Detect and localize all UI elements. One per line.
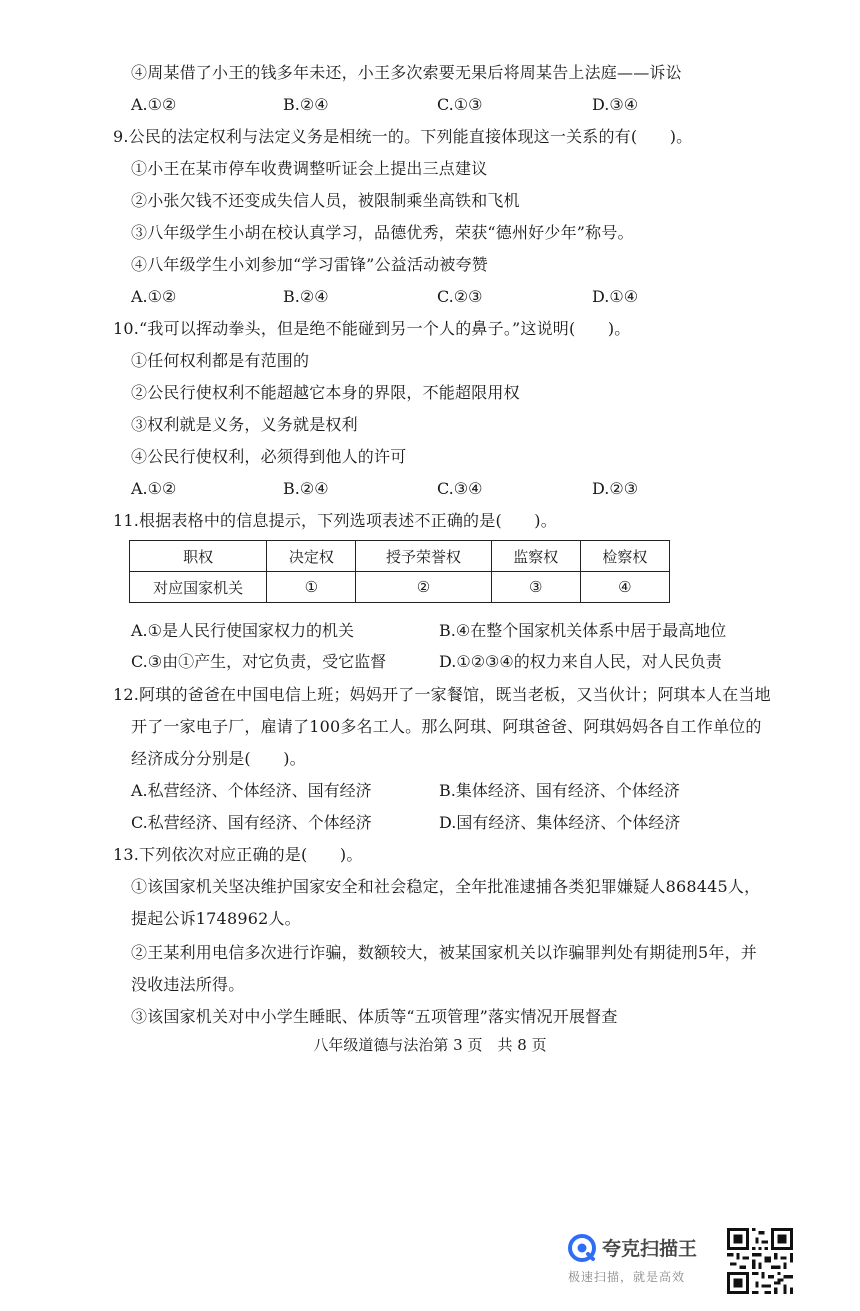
q11-option-c: C.③由①产生，对它负责，受它监督: [131, 652, 387, 671]
q10-statement-3: ③权利就是义务，义务就是权利: [131, 415, 358, 434]
q13-statement-1-cont: 提起公诉1748962人。: [131, 909, 301, 928]
q12-options-row2: [131, 812, 791, 834]
q9-statement-2: ②小张欠钱不还变成失信人员，被限制乘坐高铁和飞机: [131, 191, 520, 210]
q9-stem: 9.公民的法定权利与法定义务是相统一的。下列能直接体现这一关系的有( )。: [113, 127, 693, 146]
scanner-watermark: [568, 1232, 718, 1292]
q9-statement-1: ①小王在某市停车收费调整听证会上提出三点建议: [131, 159, 488, 178]
q12-option-c: C.私营经济、国有经济、个体经济: [131, 813, 372, 832]
table-header-cell: 决定权: [267, 541, 356, 572]
q11-option-b: B.④在整个国家机关体系中居于最高地位: [439, 621, 727, 640]
qr-code-icon: [727, 1228, 793, 1294]
q10-statement-1: ①任何权利都是有范围的: [131, 351, 310, 370]
powers-table: [129, 540, 670, 603]
q11-option-d: D.①②③④的权力来自人民，对人民负责: [439, 652, 722, 671]
q13-stem: 13.下列依次对应正确的是( )。: [113, 845, 363, 864]
q9-statement-3: ③八年级学生小胡在校认真学习，品德优秀，荣获“德州好少年”称号。: [131, 223, 634, 242]
q10-option-c: C.③④: [437, 479, 483, 498]
table-header-row: [130, 541, 670, 572]
q11-options-row2: [131, 651, 791, 673]
brand-slogan: 极速扫描，就是高效: [568, 1270, 686, 1284]
table-cell: ①: [267, 572, 356, 603]
q12-option-a: A.私营经济、个体经济、国有经济: [131, 781, 372, 800]
q13-statement-2: ②王某利用电信多次进行诈骗，数额较大，被某国家机关以诈骗罪判处有期徒刑5年，并: [131, 943, 757, 962]
q12-stem: 12.阿琪的爸爸在中国电信上班；妈妈开了一家餐馆，既当老板，又当伙计；阿琪本人在当地: [113, 685, 771, 704]
table-row: [130, 572, 670, 603]
page-footer: 八年级道德与法治第 3 页 共 8 页: [313, 1036, 547, 1054]
q13-statement-2-cont: 没收违法所得。: [131, 975, 245, 994]
table-cell: ②: [356, 572, 491, 603]
q8-options: [131, 94, 791, 116]
q10-statement-4: ④公民行使权利，必须得到他人的许可: [131, 447, 407, 466]
q8-option-c: C.①③: [437, 95, 483, 114]
q9-option-d: D.①④: [592, 287, 639, 306]
q11-stem: 11.根据表格中的信息提示，下列选项表述不正确的是( )。: [113, 511, 557, 530]
q8-option-b: B.②④: [283, 95, 329, 114]
q12-stem-line2: 开了一家电子厂，雇请了100多名工人。那么阿琪、阿琪爸爸、阿琪妈妈各自工作单位的: [131, 717, 762, 736]
brand-name: 夸克扫描王: [602, 1238, 698, 1260]
q8-option-a: A.①②: [131, 95, 177, 114]
q9-statement-4: ④八年级学生小刘参加“学习雷锋”公益活动被夸赞: [131, 255, 488, 274]
q12-option-d: D.国有经济、集体经济、个体经济: [439, 813, 681, 832]
q10-stem: 10.“我可以挥动拳头，但是绝不能碰到另一个人的鼻子。”这说明( )。: [113, 319, 631, 338]
table-header-cell: 检察权: [580, 541, 669, 572]
table-cell: ④: [580, 572, 669, 603]
q11-option-a: A.①是人民行使国家权力的机关: [131, 621, 354, 640]
q10-option-d: D.②③: [592, 479, 639, 498]
q12-stem-line3: 经济成分分别是( )。: [131, 749, 306, 768]
table-cell: ③: [491, 572, 580, 603]
q9-option-a: A.①②: [131, 287, 177, 306]
q12-option-b: B.集体经济、国有经济、个体经济: [439, 781, 680, 800]
quark-logo-icon: [568, 1234, 596, 1262]
q13-statement-3: ③该国家机关对中小学生睡眠、体质等“五项管理”落实情况开展督查: [131, 1007, 618, 1026]
q10-statement-2: ②公民行使权利不能超越它本身的界限，不能超限用权: [131, 383, 520, 402]
q10-options: [131, 478, 791, 500]
q8-option-d: D.③④: [592, 95, 639, 114]
q9-option-c: C.②③: [437, 287, 483, 306]
q13-statement-1: ①该国家机关坚决维护国家安全和社会稳定，全年批准逮捕各类犯罪嫌疑人868445人，: [131, 877, 761, 896]
table-header-cell: 职权: [130, 541, 267, 572]
q11-options-row1: [131, 620, 791, 642]
q9-options: [131, 286, 791, 308]
q10-option-b: B.②④: [283, 479, 329, 498]
q8-statement-4: ④周某借了小王的钱多年未还，小王多次索要无果后将周某告上法庭——诉讼: [131, 63, 682, 82]
q10-option-a: A.①②: [131, 479, 177, 498]
table-header-cell: 授予荣誉权: [356, 541, 491, 572]
table-cell: 对应国家机关: [130, 572, 267, 603]
q9-option-b: B.②④: [283, 287, 329, 306]
q12-options-row1: [131, 780, 791, 802]
table-header-cell: 监察权: [491, 541, 580, 572]
